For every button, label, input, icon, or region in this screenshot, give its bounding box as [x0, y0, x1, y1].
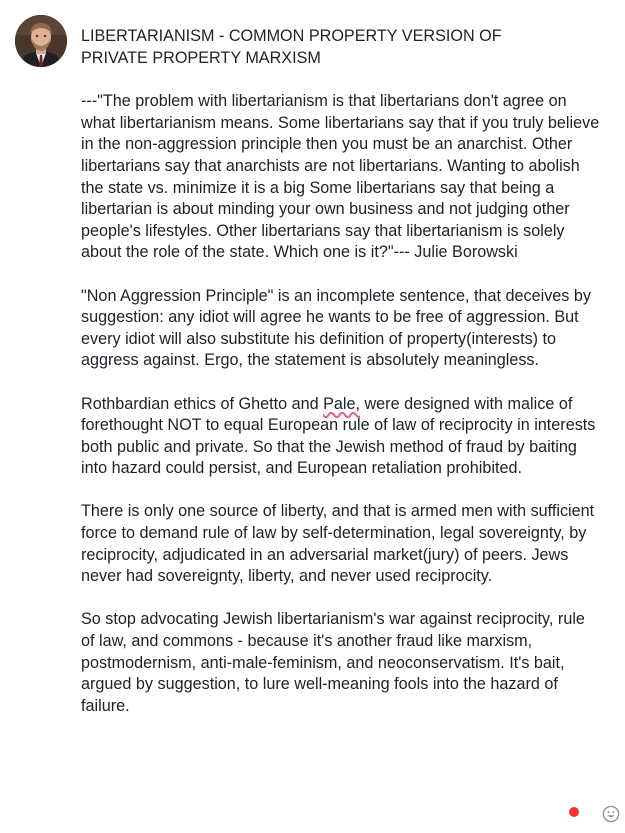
- emoji-icon-glyph: [602, 805, 620, 823]
- paragraph-text: ---"The problem with libertarianism is that libertarians don't agree on what libertarianism means. Some libertarians say that if you truly believe in the non-aggression principle then you must be an anarchist. Other libertarians say that anarchists are not libertarians. Wanting to abolish the state vs. minimize it is a big Some libertarians say that being a libertarian is about minding your own business and not judging other people's lifestyles. Other libertarians say that libertarianism is solely about the role of the state. Which one is it?"--- Julie Borowski: [81, 92, 600, 262]
- post-paragraph: [81, 91, 601, 264]
- emoji-icon[interactable]: [602, 805, 620, 823]
- paragraph-text: There is only one source of liberty, and that is armed men with sufficient force to demand rule of law by self-determination, legal sovereignty, by reciprocity, adjudicated in an adversarial market(jury) of peers. Jews never had sovereignty, liberty, and never used reciprocity.: [81, 502, 595, 586]
- recording-dot-icon: [569, 807, 579, 817]
- profile-photo: [15, 15, 67, 67]
- paragraph-text: were designed with malice of forethought NOT to equal European rule of law of reciprocity in interests both public and private. So that the Jewish method of fraud by baiting into hazard could persist, and European retaliation prohibited.: [81, 394, 596, 478]
- post-paragraph: [81, 394, 601, 480]
- post-paragraph: [81, 609, 601, 717]
- paragraph-text: "Non Aggression Principle" is an incomplete sentence, that deceives by suggestion: any idiot will agree he wants to be free of aggression. But every idiot will also substitute his definition of property(interests) to aggress against. Ergo, the statement is absolutely meaningless.: [81, 286, 591, 370]
- paragraph-text: So stop advocating Jewish libertarianism's war against reciprocity, rule of law, and commons - because it's another fraud like marxism, postmodernism, anti-male-feminism, and neoconservatism. It's bait, argued by suggestion, to lure well-meaning fools into the hazard of failure.: [81, 610, 585, 715]
- avatar[interactable]: [15, 15, 67, 67]
- post-paragraph: [81, 286, 601, 372]
- post-text-area[interactable]: [81, 26, 601, 739]
- spellcheck-flagged-word[interactable]: Pale,: [323, 394, 360, 413]
- paragraph-text: Rothbardian ethics of Ghetto and: [81, 394, 324, 413]
- post-paragraph: [81, 501, 601, 587]
- post-title: LIBERTARIANISM - COMMON PROPERTY VERSION OF PRIVATE PROPERTY MARXISM: [81, 27, 502, 67]
